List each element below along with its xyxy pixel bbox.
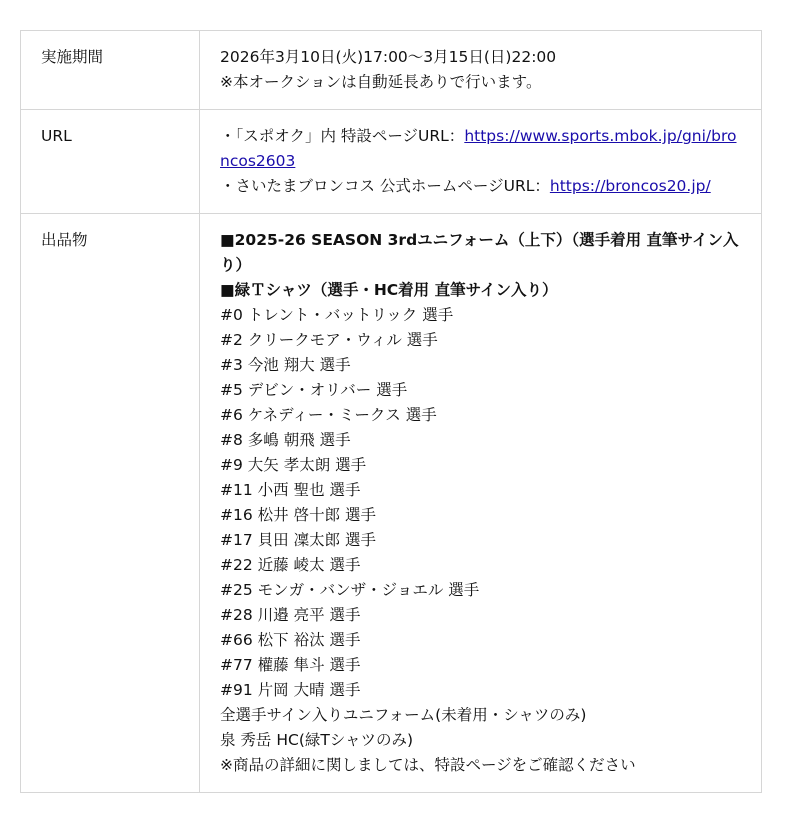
player-item: #77 權藤 隼斗 選手 [220,656,361,674]
player-item: #16 松井 啓十郎 選手 [220,506,376,524]
url-label: URL [21,110,200,214]
official-site-url-prefix: ・さいたまブロンコス 公式ホームページURL： [220,177,550,195]
uniform-heading: ■2025-26 SEASON 3rdユニフォーム（上下）（選手着用 直筆サイン入り） [220,231,739,274]
special-page-url-line [220,124,745,174]
table-row-url [21,110,762,214]
table-row-items [21,214,762,793]
items-label: 出品物 [21,214,200,793]
player-item: #91 片岡 大晴 選手 [220,681,361,699]
special-page-url-prefix: ・「スポオク」内 特設ページURL： [220,127,465,145]
all-players-uniform-item: 全選手サイン入りユニフォーム(未着用・シャツのみ) [220,706,587,724]
tshirt-heading: ■緑Ｔシャツ（選手・HC着用 直筆サイン入り） [220,281,558,299]
period-value [200,31,762,110]
period-dates: 2026年3月10日(火)17:00〜3月15日(日)22:00 [220,48,557,66]
head-coach-item: 泉 秀岳 HC(緑Tシャツのみ) [220,731,414,749]
player-item: #66 松下 裕汰 選手 [220,631,361,649]
player-item: #11 小西 聖也 選手 [220,481,361,499]
player-item: #6 ケネディー・ミークス 選手 [220,406,437,424]
auction-info-table [20,30,762,793]
player-item: #3 今池 翔大 選手 [220,356,351,374]
player-item: #28 川邉 亮平 選手 [220,606,361,624]
player-item: #17 貝田 凜太郎 選手 [220,531,376,549]
official-site-link[interactable]: https://broncos20.jp/ [549,177,711,195]
period-label: 実施期間 [21,31,200,110]
details-note: ※商品の詳細に関しましては、特設ページをご確認ください [220,756,636,774]
player-item: #2 クリークモア・ウィル 選手 [220,331,438,349]
special-page-link[interactable]: https://www.sports.mbok.jp/gni/broncos2603 [220,127,737,170]
official-site-url-line [220,174,745,199]
player-item: #9 大矢 孝太朗 選手 [220,456,367,474]
player-item: #25 モンガ・バンザ・ジョエル 選手 [220,581,480,599]
player-item: #8 多嶋 朝飛 選手 [220,431,351,449]
player-item: #5 デビン・オリバー 選手 [220,381,408,399]
player-item: #0 トレント・バットリック 選手 [220,306,454,324]
url-value [200,110,762,214]
period-note: ※本オークションは自動延長ありで行います。 [220,73,542,91]
items-value [200,214,762,793]
player-item: #22 近藤 崚太 選手 [220,556,361,574]
table-row-period [21,31,762,110]
